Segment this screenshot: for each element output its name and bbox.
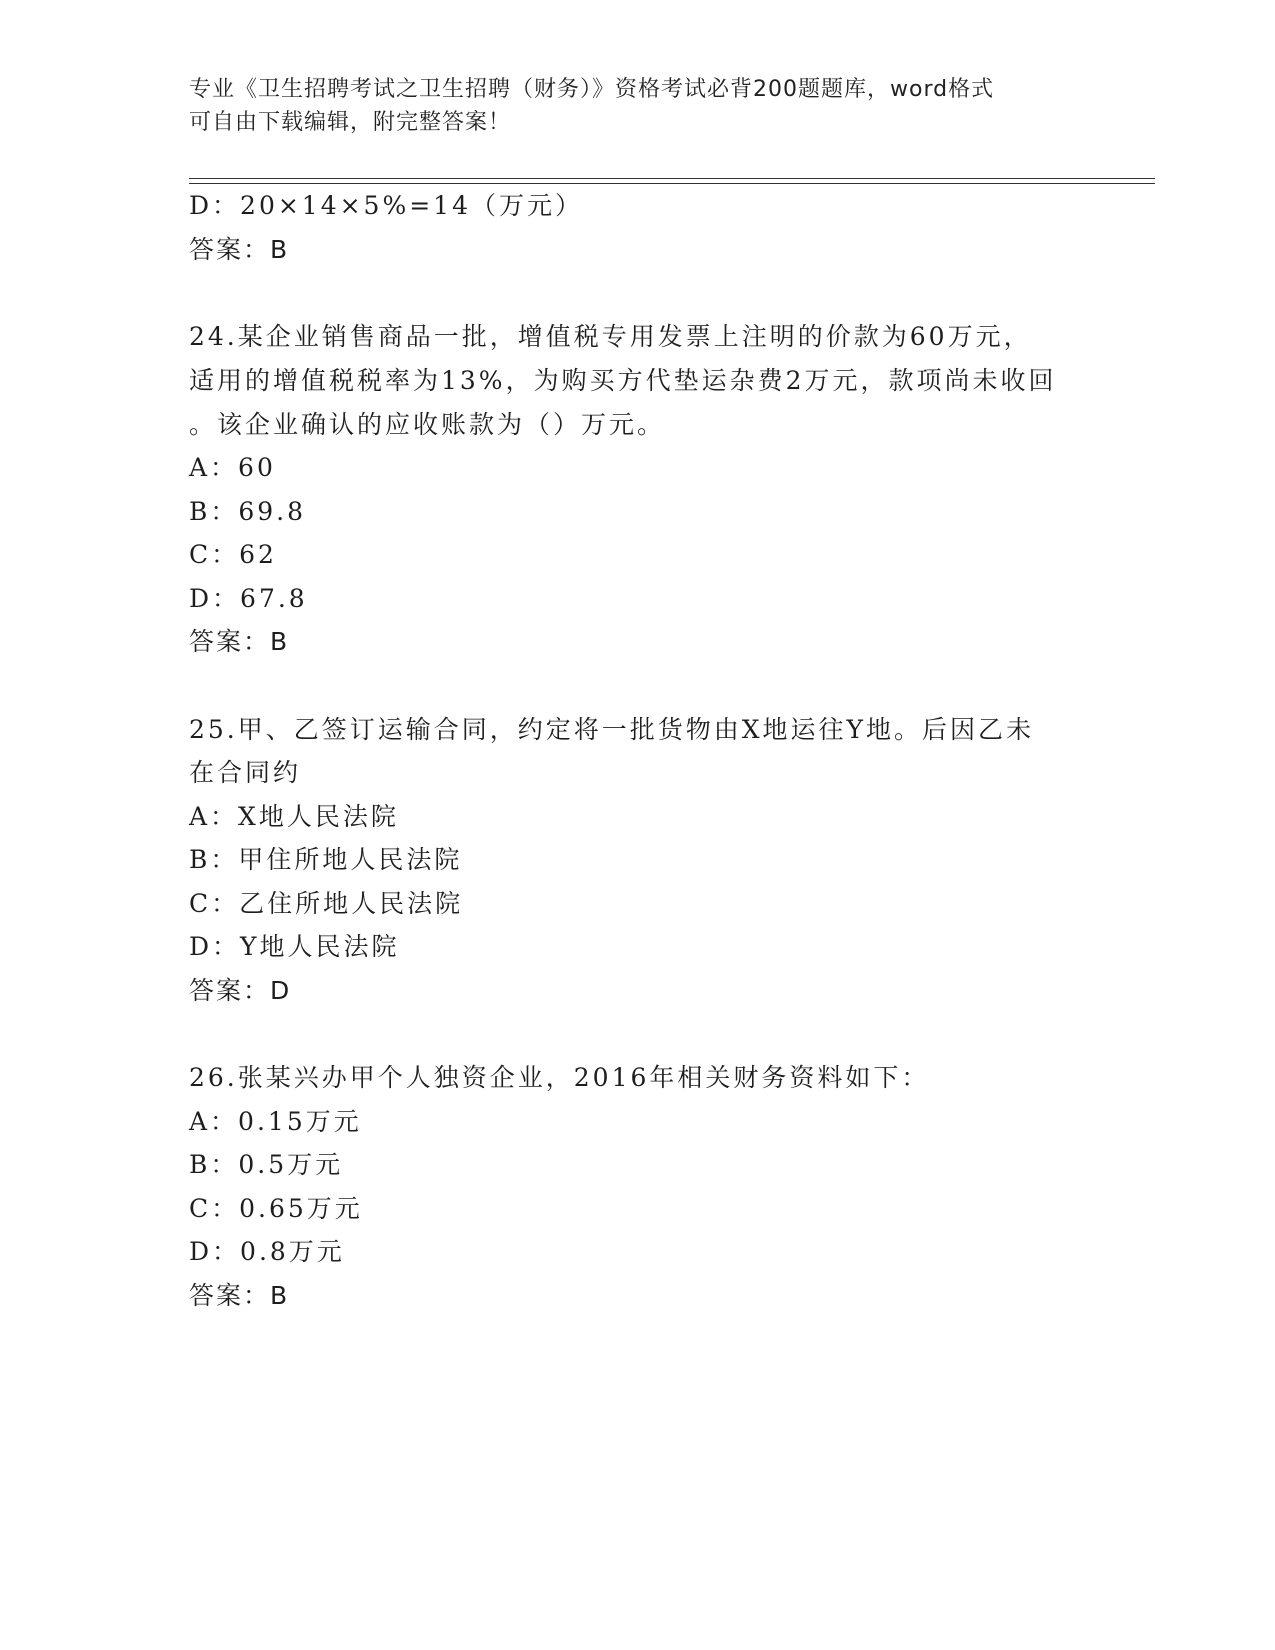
document-header	[189, 73, 1089, 139]
q24-option-d: D：67.8	[189, 584, 308, 613]
q24-stem-line-2: 适用的增值税税率为13%，为购买方代垫运杂费2万元，款项尚未收回	[189, 366, 1057, 395]
q24-option-c: C：62	[189, 540, 277, 569]
header-title-line-1: 专业《卫生招聘考试之卫生招聘（财务）》资格考试必背200题题库，word格式	[189, 77, 995, 102]
q25-stem-line-2: 在合同约	[189, 758, 302, 787]
header-title-line-2: 可自由下载编辑，附完整答案！	[189, 110, 512, 135]
q26-option-c: C：0.65万元	[189, 1194, 363, 1223]
q26-answer: 答案：B	[189, 1281, 290, 1310]
q24-answer: 答案：B	[189, 627, 290, 656]
q24-stem-line-3: 。该企业确认的应收账款为（）万元。	[189, 410, 666, 439]
q24-option-b: B：69.8	[189, 497, 307, 526]
q25-option-b: B：甲住所地人民法院	[189, 845, 463, 874]
q24-option-a: A：60	[189, 453, 276, 482]
q25-stem-line-1: 25.甲、乙签订运输合同，约定将一批货物由X地运往Y地。后因乙未	[189, 715, 1035, 744]
q24-stem-line-1: 24.某企业销售商品一批，增值税专用发票上注明的价款为60万元，	[189, 322, 1032, 351]
q25-option-d: D：Y地人民法院	[189, 932, 400, 961]
q25-answer: 答案：D	[189, 976, 292, 1005]
header-divider-top	[189, 178, 1155, 179]
q25-option-a: A：X地人民法院	[189, 802, 399, 831]
q26-option-d: D：0.8万元	[189, 1237, 345, 1266]
prev-answer: 答案：B	[189, 235, 290, 264]
header-divider-bottom	[189, 183, 1155, 184]
q26-option-b: B：0.5万元	[189, 1150, 344, 1179]
prev-option-d: D：20×14×5%=14（万元）	[189, 191, 583, 220]
q26-stem-line-1: 26.张某兴办甲个人独资企业，2016年相关财务资料如下：	[189, 1063, 930, 1092]
q25-option-c: C：乙住所地人民法院	[189, 889, 464, 918]
q26-option-a: A：0.15万元	[189, 1107, 362, 1136]
